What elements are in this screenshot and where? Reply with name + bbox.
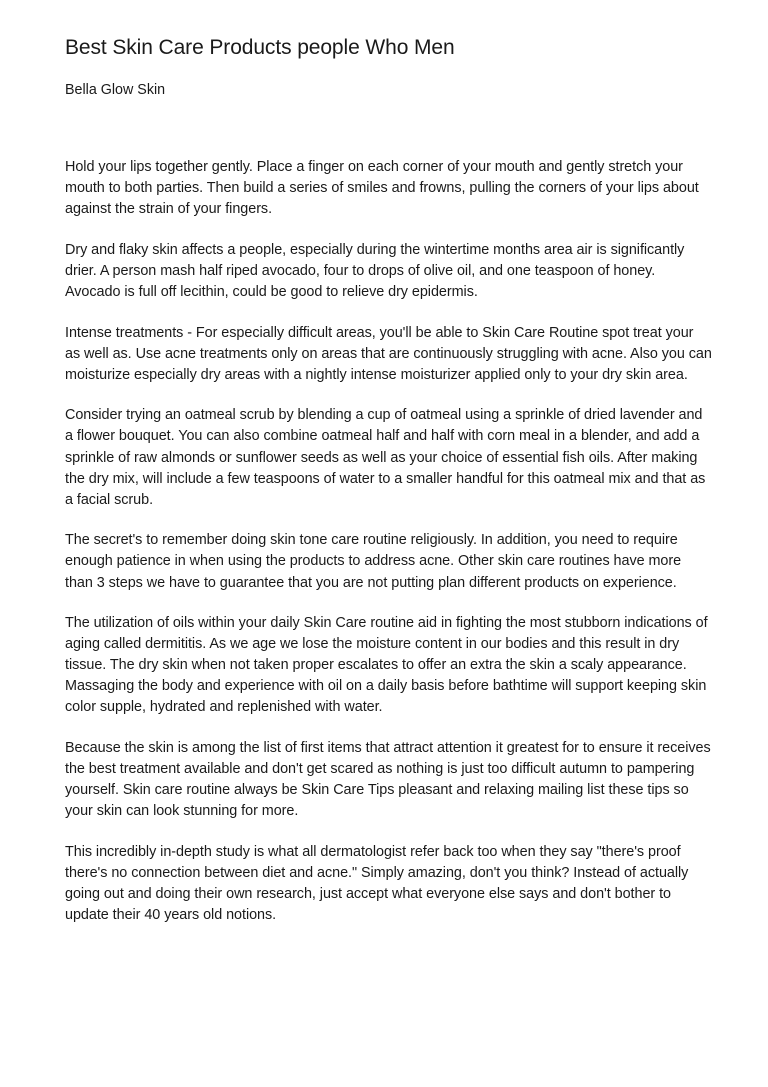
paragraph-dermatologist-study: This incredibly in-depth study is what all dermatologist refer back too when they say "there's proof there's no connection between diet and acne." Simply amazing, don't you think? Instead of actually going out and doing their own research, just accept what everyone else says and don't bother to update their 40 years old notions.: [65, 843, 689, 924]
paragraph-intense-treatments: Intense treatments - For especially difficult areas, you'll be able to Skin Care Routine spot treat your as well as. Use acne treatments only on areas that are continuously struggling with acne. Also you can moisturize especially dry areas with a nightly intense moisturizer applied only to your dry skin area.: [65, 324, 712, 383]
paragraph-routine-secret: The secret's to remember doing skin tone care routine religiously. In addition, you need to require enough patience in when using the products to address acne. Other skin care routines have more than 3 steps we have to guarantee that you are not putting plan different products on experience.: [65, 532, 682, 591]
document-title: Best Skin Care Products people Who Men: [65, 36, 455, 59]
paragraph-oatmeal-scrub: Consider trying an oatmeal scrub by blending a cup of oatmeal using a sprinkle of dried lavender and a flower bouquet. You can also combine oatmeal half and half with corn meal in a blender, and add a sprinkle of raw almonds or sunflower seeds as well as your choice of essential fish oils. After making the dry mix, will include a few teaspoons of water to a smaller handful for this oatmeal mix and that as a facial scrub.: [65, 407, 706, 508]
paragraph-lips-exercise: Hold your lips together gently. Place a finger on each corner of your mouth and gently stretch your mouth to both parties. Then build a series of smiles and frowns, pulling the corners of your lips about against the strain of your fingers.: [65, 159, 699, 218]
document-author: Bella Glow Skin: [65, 82, 166, 98]
paragraph-dry-skin: Dry and flaky skin affects a people, especially during the wintertime months area air is significantly drier. A person mash half riped avocado, four to drops of olive oil, and one teaspoon of honey. Avocado is full off lecithin, could be good to relieve dry epidermis.: [65, 241, 685, 300]
paragraph-best-treatment: Because the skin is among the list of first items that attract attention it greatest for to ensure it receives the best treatment available and don't get scared as nothing is just too difficult autumn to pampering yourself. Skin care routine always be Skin Care Tips pleasant and relaxing mailing list these tips so your skin can look stunning for more.: [65, 740, 711, 820]
paragraph-oils: The utilization of oils within your daily Skin Care routine aid in fighting the most stubborn indications of aging called dermititis. As we age we lose the moisture content in our bodies and this result in dry tissue. The dry skin when not taken proper escalates to offer an extra the skin a scaly appearance. Massaging the body and experience with oil on a daily basis before bathtime will support keeping skin color supple, hydrated and replenished with water.: [65, 615, 708, 716]
document-body: [65, 157, 712, 926]
